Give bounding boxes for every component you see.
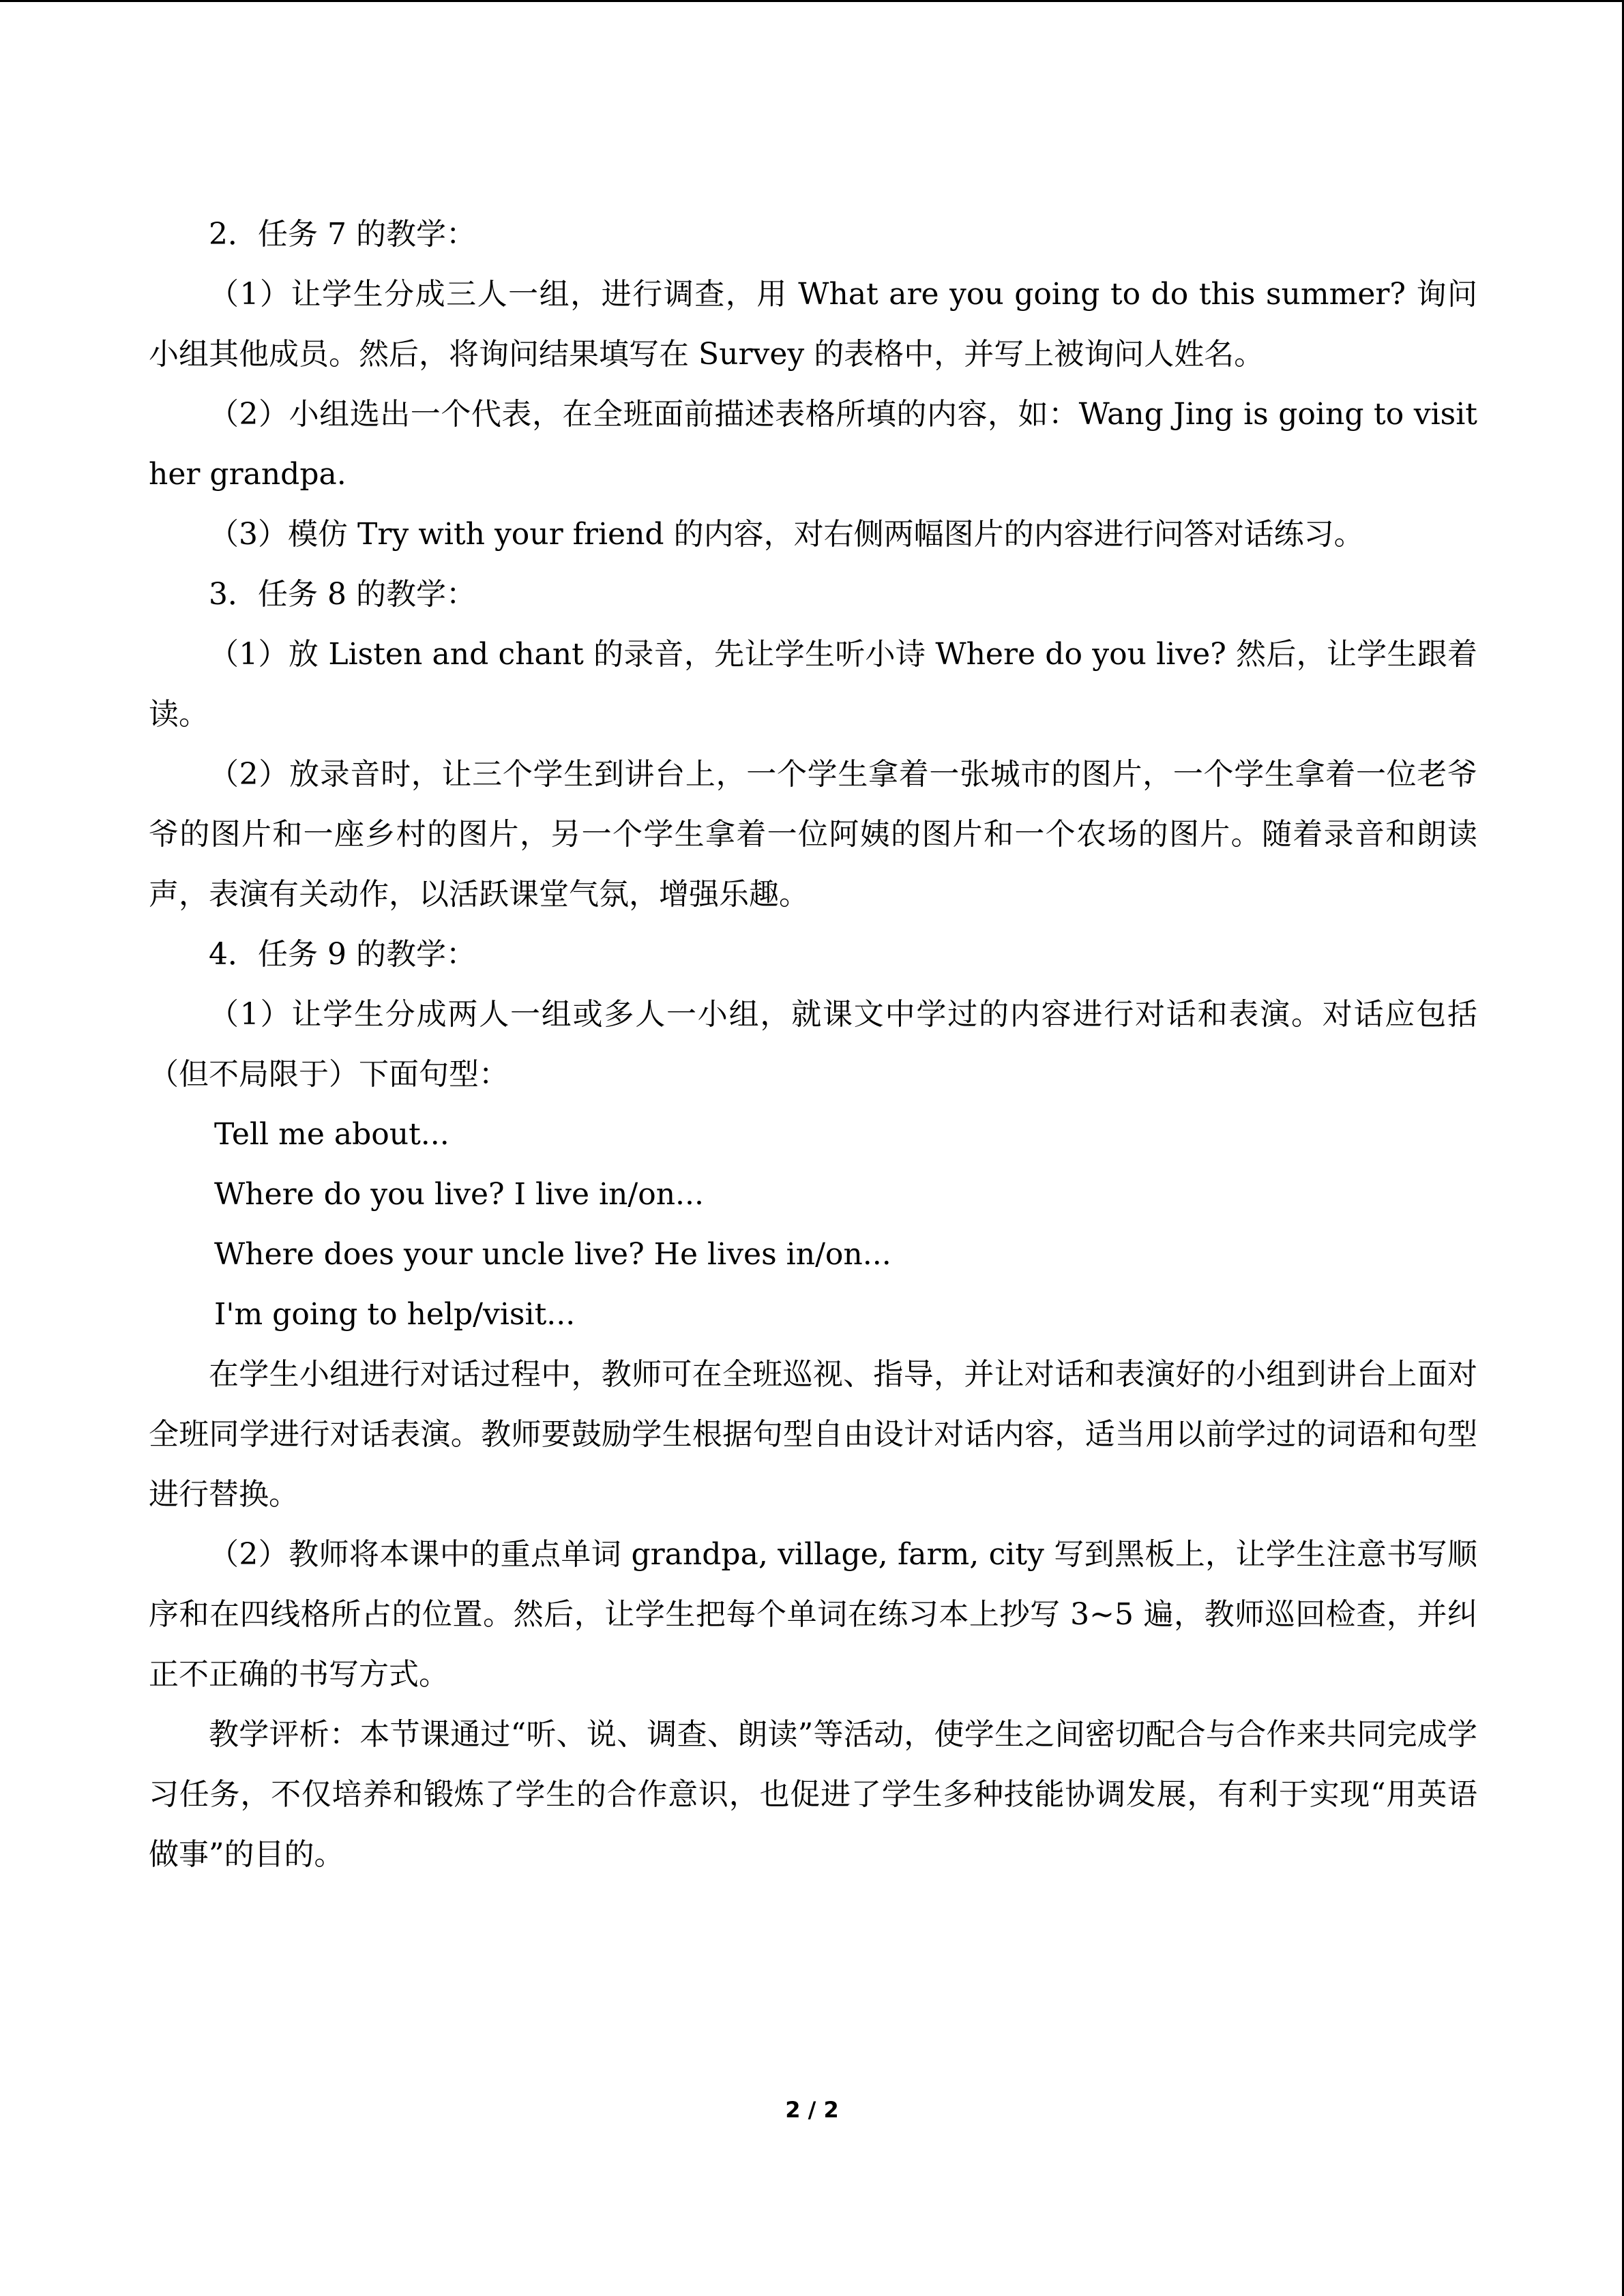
sentence-pattern: Where do you live? I live in/on... — [214, 1177, 705, 1212]
task-7-step-3: （3）模仿 Try with your friend 的内容，对右侧两幅图片的内容进行问答对话练习。 — [209, 517, 1364, 552]
page-number: 2 / 2 — [785, 2097, 839, 2123]
task-7-step-1: （1）让学生分成三人一组，进行调查，用 What are you going to do this summer? 询问小组其他成员。然后，将询问结果填写在 Survey 的表格中，并写上被询问人姓名。 — [149, 277, 1478, 372]
task-8-step-1: （1）放 Listen and chant 的录音，先让学生听小诗 Where do you live? 然后，让学生跟着读。 — [149, 637, 1477, 732]
sentence-pattern: I'm going to help/visit... — [214, 1297, 576, 1332]
task-8-step-2: （2）放录音时，让三个学生到讲台上，一个学生拿着一张城市的图片，一个学生拿着一位老爷爷的图片和一座乡村的图片，另一个学生拿着一位阿姨的图片和一个农场的图片。随着录音和朗读声，表演有关动作，以活跃课堂气氛，增强乐趣。 — [149, 757, 1477, 912]
task-7-step-2: （2）小组选出一个代表，在全班面前描述表格所填的内容，如：Wang Jing is going to visit her grandpa. — [149, 397, 1477, 492]
group-dialogue-paragraph: 在学生小组进行对话过程中，教师可在全班巡视、指导，并让对话和表演好的小组到讲台上面对全班同学进行对话表演。教师要鼓励学生根据句型自由设计对话内容，适当用以前学过的词语和句型进行替换。 — [149, 1357, 1477, 1512]
task-9-step-1: （1）让学生分成两人一组或多人一小组，就课文中学过的内容进行对话和表演。对话应包括（但不局限于）下面句型： — [149, 997, 1477, 1092]
teaching-evaluation: 教学评析：本节课通过“听、说、调查、朗读”等活动，使学生之间密切配合与合作来共同完成学习任务，不仅培养和锻炼了学生的合作意识，也促进了学生多种技能协调发展，有利于实现“用英语做事”的目的。 — [149, 1717, 1477, 1872]
task-9-step-2: （2）教师将本课中的重点单词 grandpa, village, farm, city 写到黑板上，让学生注意书写顺序和在四线格所占的位置。然后，让学生把每个单词在练习本上抄写 3~5 遍，教师巡回检查，并纠正不正确的书写方式。 — [149, 1537, 1477, 1692]
sentence-pattern: Where does your uncle live? He lives in/on... — [214, 1237, 891, 1272]
task-7-heading: 2．任务 7 的教学： — [209, 217, 476, 252]
sentence-pattern: Tell me about... — [214, 1117, 449, 1152]
document-body — [149, 205, 1477, 1885]
task-9-heading: 4．任务 9 的教学： — [209, 937, 476, 972]
task-8-heading: 3．任务 8 的教学： — [209, 577, 476, 612]
